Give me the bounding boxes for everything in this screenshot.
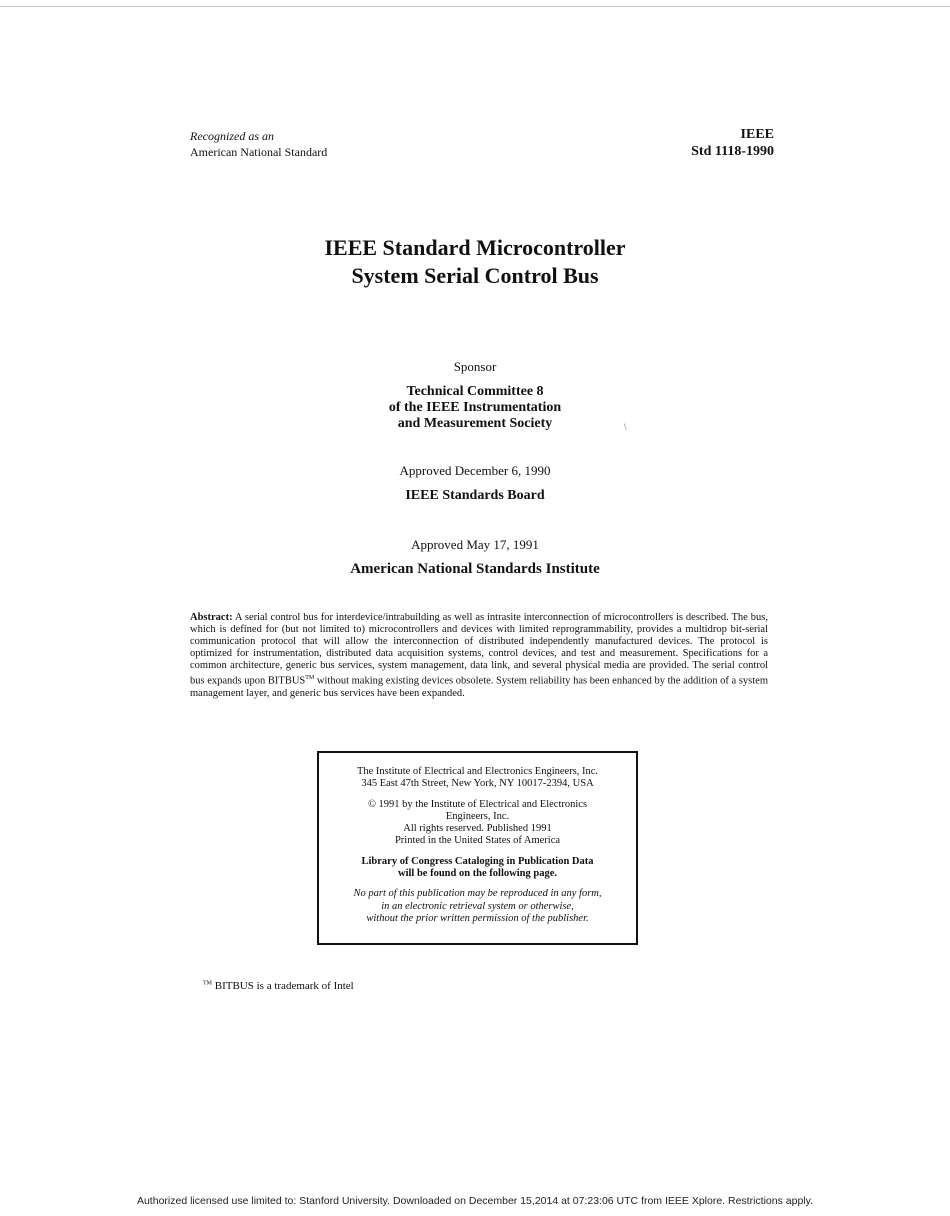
scan-edge-line (0, 6, 950, 7)
standard-number: Std 1118-1990 (691, 144, 774, 159)
notice-line-1: No part of this publication may be reproduced in any form, (353, 888, 602, 900)
sponsor-line-2: of the IEEE Instrumentation (388, 400, 562, 415)
copyright-line-4: Printed in the United States of America (394, 835, 561, 847)
notice-line-2: in an electronic retrieval system or otherwise, (381, 900, 574, 912)
footnote-text: BITBUS is a trademark of Intel (212, 980, 354, 992)
sponsor-label: Sponsor (453, 359, 497, 374)
approval-date-ieee: Approved December 6, 1990 (399, 463, 551, 478)
sponsor-line-3: and Measurement Society (397, 416, 553, 431)
publisher-address (319, 766, 636, 791)
trademark-footnote (203, 980, 354, 992)
title-line-2: System Serial Control Bus (351, 263, 599, 288)
library-of-congress-note (319, 856, 636, 881)
authorization-notice: Authorized licensed use limited to: Stanford University. Downloaded on December 15,2014 at 07:23:06 UTC from IEEE Xplore. Restrictions apply. (136, 1195, 814, 1207)
publisher-info-box (317, 751, 638, 945)
copyright-line-1: © 1991 by the Institute of Electrical and Electronics (367, 798, 588, 810)
abstract-text-1: A serial control bus for interdevice/intrabuilding as well as intrasite interconnection of microcontrollers is described. The bus, which is defined for (but not limited to) microcontrollers and devices with limited reprogrammability, provides a multidrop bit-serial communication protocol that will allow the interconnection of distributed independently manufactured devices. The protocol is optimized for instrumentation, distributed data acquisition systems, control devices, and test and measurement. Specifications for a common architecture, generic bus services, system management, data link, and several physical media are provided. The serial control bus expands upon BITBUS (190, 612, 768, 687)
sponsor-name (0, 384, 950, 432)
loc-line-1: Library of Congress Cataloging in Publication Data (361, 855, 594, 867)
notice-line-3: without the prior written permission of the publisher. (366, 912, 589, 924)
trademark-mark: TM (305, 675, 315, 681)
copyright-notice (319, 799, 636, 848)
recognition-line-1: Recognized as an (190, 129, 274, 143)
title-line-1: IEEE Standard Microcontroller (324, 235, 626, 260)
copyright-line-2: Engineers, Inc. (445, 810, 510, 822)
abstract-text-2: without making existing devices obsolete. System reliability has been enhanced by the addition of a system management layer, and generic bus services have been expanded. (190, 675, 768, 699)
publisher-line-2: 345 East 47th Street, New York, NY 10017-2394, USA (361, 778, 594, 790)
document-title (0, 234, 950, 290)
abstract-label: Abstract: (190, 612, 233, 623)
abstract (190, 612, 768, 700)
publisher-line-1: The Institute of Electrical and Electronics Engineers, Inc. (356, 766, 599, 777)
copyright-line-3: All rights reserved. Published 1991 (403, 823, 552, 835)
loc-line-2: will be found on the following page. (398, 868, 557, 880)
footnote-tm-mark: TM (203, 980, 212, 987)
approval-body-ieee: IEEE Standards Board (405, 488, 545, 503)
approval-body-ansi: American National Standards Institute (350, 561, 600, 577)
recognition-line-2: American National Standard (190, 145, 328, 159)
reproduction-notice (319, 888, 636, 925)
standard-identifier (691, 126, 774, 160)
sponsor-line-1: Technical Committee 8 (406, 384, 544, 399)
approval-date-ansi: Approved May 17, 1991 (411, 537, 539, 552)
recognition-note (190, 128, 327, 160)
scan-speck: \ (624, 422, 627, 432)
standard-org: IEEE (740, 127, 774, 142)
